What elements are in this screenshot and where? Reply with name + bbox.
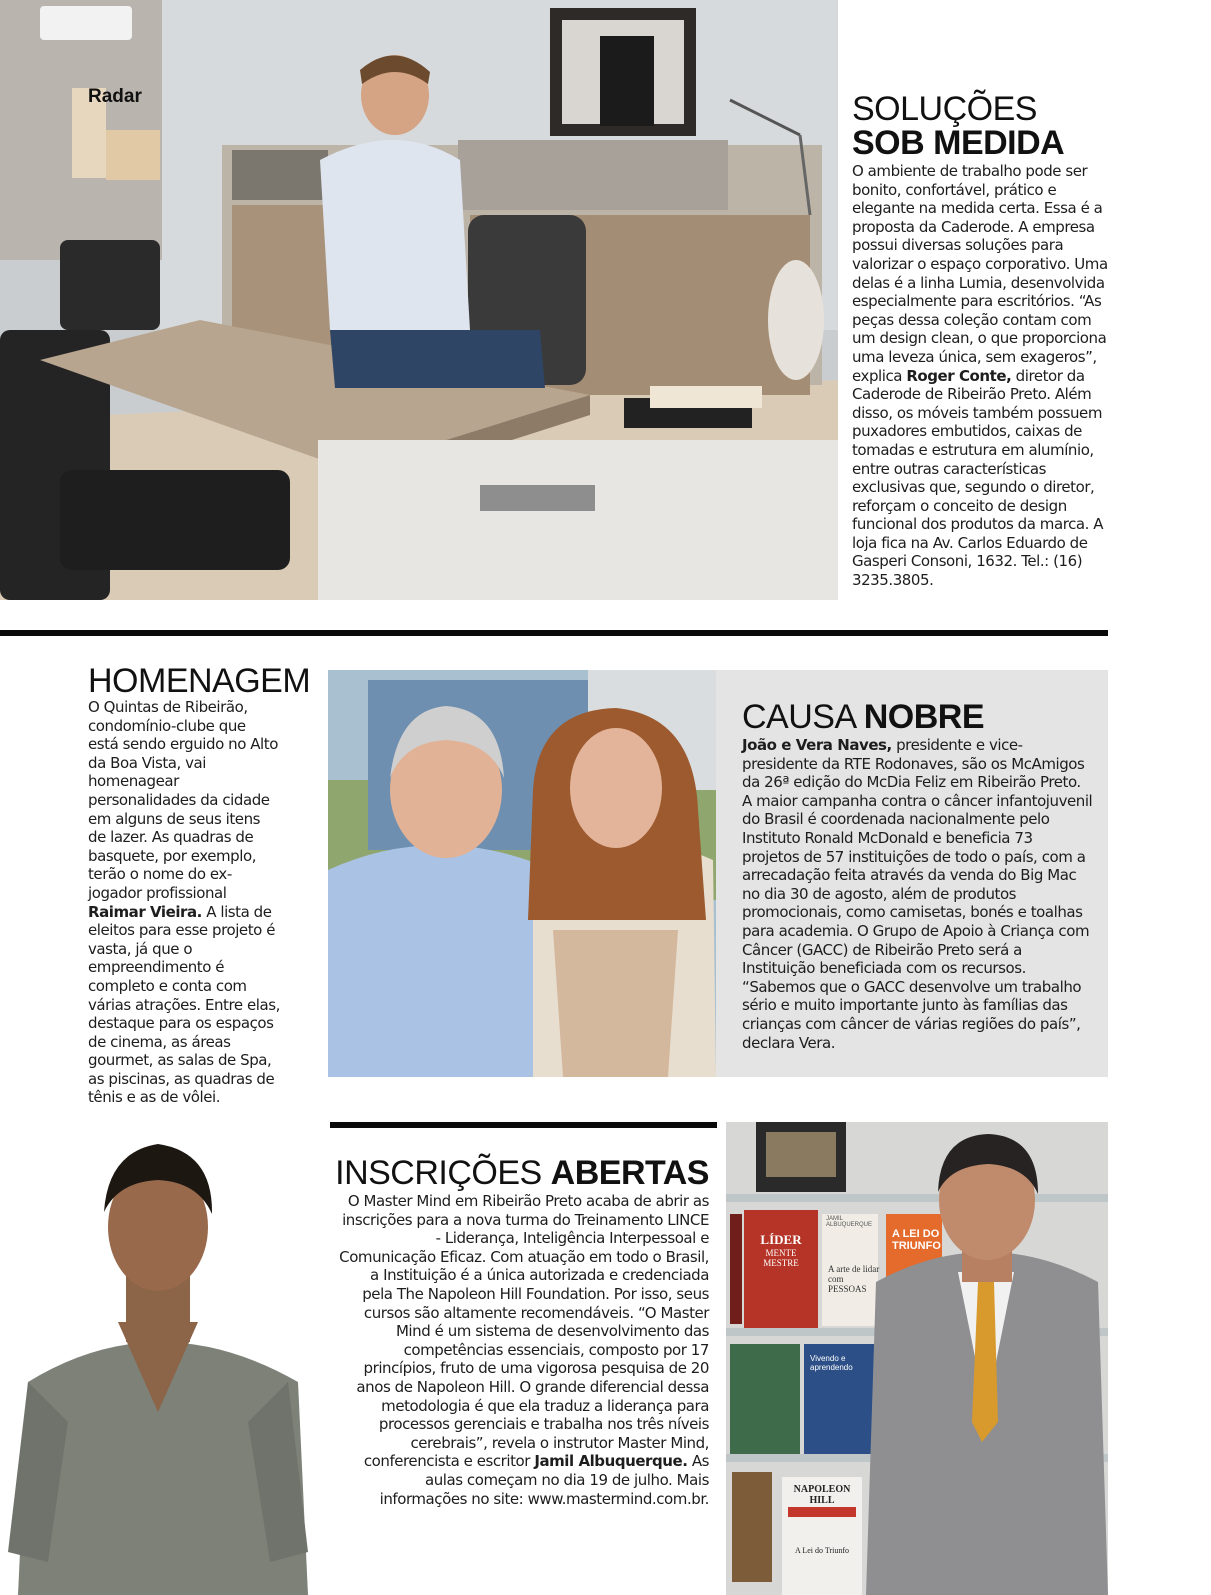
book-lider-sub2: MESTRE xyxy=(763,1258,799,1268)
solucoes-kicker-bold: SOB MEDIDA xyxy=(852,124,1065,162)
homenagem-text xyxy=(88,698,280,1107)
book-lider xyxy=(744,1210,818,1328)
causa-text-1: presidente e vice-presidente da RTE Rodonaves, são os McAmigos da 26ª edição do McDia Feliz em Ribeirão Preto. A maior campanha contra o câncer infantojuvenil do Brasil é coordenada nacionalmente pelo Instituto Ronald McDonald e beneficia 73 projetos de 57 instituições de todo o país, com a arrecadação feita através da venda do Big Mac no dia 30 de agosto, além de produtos promocionais, como camisetas, bonés e toalhas para academia. O Grupo de Apoio à Criança com Câncer (GACC) de Ribeirão Preto será a Instituição beneficiada com os recursos. “Sabemos que o GACC desenvolve um trabalho sério e muito importante junto às famílias das crianças com câncer de várias regiões do país”, declara Vera. xyxy=(742,736,1093,1052)
book-author: JAMIL ALBUQUERQUE xyxy=(826,1216,873,1228)
homenagem-text-2: A lista de eleitos para esse projeto é vasta, já que o empreendimento é completo e conta com várias atrações. Entre elas, destaque para os espaços de cinema, as áreas gourmet, as salas de Spa, as piscinas, as quadras de tênis e as de vôlei. xyxy=(88,902,280,1107)
book-arte: A arte de lidar com PESSOAS xyxy=(828,1264,880,1294)
causa-kicker xyxy=(742,700,984,734)
raimar-photo xyxy=(8,1122,308,1595)
section-label: Radar xyxy=(88,86,142,107)
inscricoes-text xyxy=(338,1192,709,1508)
causa-person-name: João e Vera Naves, xyxy=(742,736,892,754)
book-lider-title: LÍDER xyxy=(760,1232,802,1247)
inscricoes-kicker xyxy=(335,1156,709,1190)
causa-kicker-light: CAUSA xyxy=(742,698,855,736)
homenagem-kicker: HOMENAGEM xyxy=(88,662,311,700)
book-vivendo: Vivendo e aprendendo xyxy=(810,1354,853,1372)
book-napoleon-title: A Lei do Triunfo xyxy=(794,1546,849,1555)
inscricoes-kicker-light: INSCRIÇÕES xyxy=(335,1154,542,1192)
book-lei: A LEI DO TRIUNFO xyxy=(892,1228,941,1252)
causa-kicker-bold: NOBRE xyxy=(863,698,985,736)
solucoes-kicker-light: SOLUÇÕES xyxy=(852,90,1037,128)
solucoes-text-2: diretor da Caderode de Ribeirão Preto. Além disso, os móveis também possuem puxadores embutidos, caixas de tomadas e estrutura em alumínio, entre outras características exclusivas que, segundo o diretor, reforçam o conceito de design funcional dos produtos da marca. A loja fica na Av. Carlos Eduardo de Gasperi Consoni, 1632. Tel.: (16) 3235.3805. xyxy=(852,366,1104,590)
homenagem-text-1: O Quintas de Ribeirão, condomínio-clube que está sendo erguido no Alto da Boa Vista, vai homenagear personalidades da cidade em alguns de seus itens de lazer. As quadras de basquete, por exemplo, terão o nome do ex-jogador profissional xyxy=(88,698,278,902)
inscricoes-rule xyxy=(330,1122,717,1128)
couple-photo xyxy=(328,670,716,1077)
homenagem-person-name: Raimar Vieira. xyxy=(88,902,202,921)
book-lider-sub: MENTE xyxy=(765,1248,797,1258)
solucoes-text-1: O ambiente de trabalho pode ser bonito, confortável, prático e elegante na medida certa. Essa é a proposta da Caderode. A empresa possui diversas soluções para valorizar o espaço corporativo. Uma delas é a linha Lumia, desenvolvida especialmente para escritórios. “As peças dessa coleção contam com um design clean, o que proporciona uma leveza única, sem exageros”, explica xyxy=(852,162,1108,385)
solucoes-text xyxy=(852,162,1108,590)
inscricoes-text-1: O Master Mind em Ribeirão Preto acaba de abrir as inscrições para a nova turma do Treinamento LINCE - Liderança, Inteligência Interpessoal e Comunicação Eficaz. Com atuação em todo o Brasil, a Instituição é a única autorizada e credenciada pela The Napoleon Hill Foundation. Por isso, seus cursos são altamente recomendáveis. “O Master Mind é um sistema de desenvolvimento das competências essenciais, composto por 17 princípios, fruto de uma vigorosa pesquisa de 20 anos de Napoleon Hill. O grande diferencial dessa metodologia é que ela traduz a liderança para processos gerenciais e trabalha nos três níveis cerebrais”, revela o instrutor Master Mind, conferencista e escritor xyxy=(339,1192,709,1471)
inscricoes-text-2: As aulas começam no dia 19 de julho. Mais informações no site: www.mastermind.com.br. xyxy=(379,1452,709,1508)
section-divider xyxy=(0,630,1108,636)
inscricoes-kicker-bold: ABERTAS xyxy=(550,1154,709,1192)
inscricoes-person-name: Jamil Albuquerque. xyxy=(534,1452,688,1471)
causa-text xyxy=(742,736,1094,1052)
book-napoleon xyxy=(782,1484,862,1555)
solucoes-person-name: Roger Conte, xyxy=(906,366,1012,385)
book-napoleon-author: NAPOLEON HILL xyxy=(793,1484,851,1506)
